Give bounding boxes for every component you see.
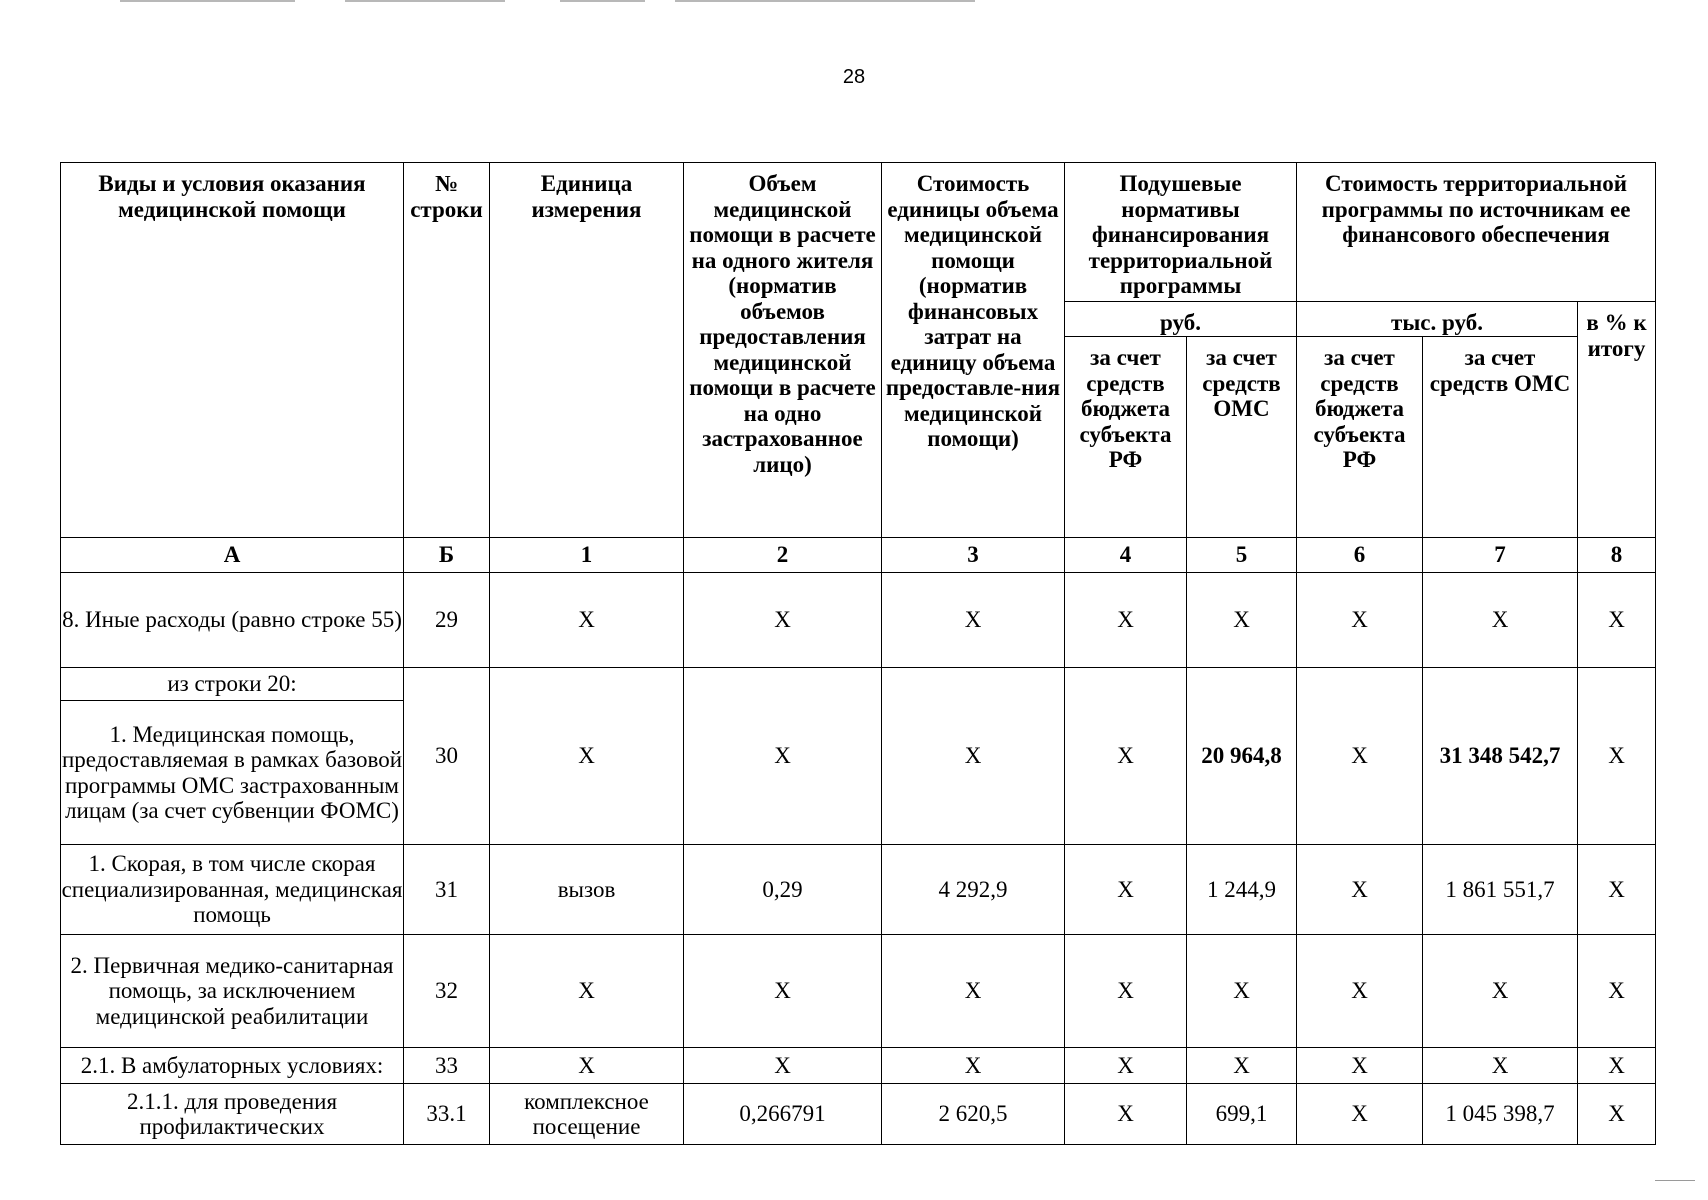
unit-cell: комплексное посещение [490, 1084, 684, 1145]
volume-cell: X [684, 573, 882, 668]
header-row [61, 163, 1656, 302]
header-budget-thousand: за счет средств бюджета субъекта РФ [1297, 337, 1423, 538]
unit-cell: X [490, 935, 684, 1048]
column-index: 3 [882, 538, 1065, 573]
row-label: 2.1.1. для проведения профилактических [61, 1084, 404, 1145]
cost-cell: X [882, 668, 1065, 845]
row-number: 29 [404, 573, 490, 668]
header-per-capita: Подушевые нормативы финансирования территориальной программы [1065, 163, 1297, 302]
top-edge-rule [120, 0, 295, 2]
oms-rub-cell: 1 244,9 [1187, 845, 1297, 935]
column-index: 8 [1578, 538, 1656, 573]
header-thousand-rub: тыс. руб. [1297, 302, 1578, 337]
cost-cell: X [882, 935, 1065, 1048]
budget-rub-cell: X [1065, 1084, 1187, 1145]
row-number: 31 [404, 845, 490, 935]
table-row [61, 1048, 1656, 1084]
table-row [61, 1084, 1656, 1145]
row-number: 33.1 [404, 1084, 490, 1145]
budget-rub-cell: X [1065, 935, 1187, 1048]
budget-rub-cell: X [1065, 845, 1187, 935]
percent-cell: X [1578, 1084, 1656, 1145]
column-index: Б [404, 538, 490, 573]
row-label: 2. Первичная медико-санитарная помощь, за исключением медицинской реабилитации [61, 935, 404, 1048]
financing-table [60, 162, 1656, 1145]
unit-cell: X [490, 573, 684, 668]
oms-thousand-cell: X [1423, 1048, 1578, 1084]
row-number: 33 [404, 1048, 490, 1084]
header-unit: Единица измерения [490, 163, 684, 538]
table-row [61, 573, 1656, 668]
budget-thousand-cell: X [1297, 845, 1423, 935]
row-number: 30 [404, 668, 490, 845]
percent-cell: X [1578, 935, 1656, 1048]
row-label: 2.1. В амбулаторных условиях: [61, 1048, 404, 1084]
unit-cell: X [490, 1048, 684, 1084]
volume-cell: 0,29 [684, 845, 882, 935]
page-number: 28 [842, 66, 866, 88]
top-edge-rule [345, 0, 505, 2]
top-edge-rule [675, 0, 975, 2]
percent-cell: X [1578, 573, 1656, 668]
row-label: из строки 20: [61, 668, 404, 701]
oms-thousand-cell: 1 861 551,7 [1423, 845, 1578, 935]
unit-cell: X [490, 668, 684, 845]
header-volume: Объем медицинской помощи в расчете на одного жителя (норматив объемов предоставления медицинской помощи в расчете на одно застрахованное лицо) [684, 163, 882, 538]
oms-thousand-cell: X [1423, 935, 1578, 1048]
budget-thousand-cell: X [1297, 935, 1423, 1048]
header-rub: руб. [1065, 302, 1297, 337]
table-row [61, 845, 1656, 935]
cost-cell: 4 292,9 [882, 845, 1065, 935]
budget-thousand-cell: X [1297, 1084, 1423, 1145]
top-edge-rule [560, 0, 645, 2]
budget-thousand-cell: X [1297, 573, 1423, 668]
column-index: 4 [1065, 538, 1187, 573]
header-oms-rub: за счет средств ОМС [1187, 337, 1297, 538]
header-row-number: № строки [404, 163, 490, 538]
cost-cell: X [882, 573, 1065, 668]
percent-cell: X [1578, 1048, 1656, 1084]
column-index: 6 [1297, 538, 1423, 573]
header-types: Виды и условия оказания медицинской помощи [61, 163, 404, 538]
budget-rub-cell: X [1065, 668, 1187, 845]
column-index: 2 [684, 538, 882, 573]
row-label: 8. Иные расходы (равно строке 55) [61, 573, 404, 668]
oms-rub-cell: 20 964,8 [1187, 668, 1297, 845]
oms-rub-cell: X [1187, 573, 1297, 668]
header-program-cost: Стоимость территориальной программы по источникам ее финансового обеспечения [1297, 163, 1656, 302]
volume-cell: X [684, 935, 882, 1048]
table-row [61, 668, 1656, 701]
percent-cell: X [1578, 668, 1656, 845]
volume-cell: X [684, 668, 882, 845]
column-index: 5 [1187, 538, 1297, 573]
budget-thousand-cell: X [1297, 1048, 1423, 1084]
volume-cell: X [684, 1048, 882, 1084]
row-label: 1. Скорая, в том числе скорая специализированная, медицинская помощь [61, 845, 404, 935]
budget-thousand-cell: X [1297, 668, 1423, 845]
cost-cell: X [882, 1048, 1065, 1084]
cost-cell: 2 620,5 [882, 1084, 1065, 1145]
oms-rub-cell: 699,1 [1187, 1084, 1297, 1145]
oms-rub-cell: X [1187, 935, 1297, 1048]
table-row [61, 935, 1656, 1048]
budget-rub-cell: X [1065, 1048, 1187, 1084]
row-number: 32 [404, 935, 490, 1048]
column-index: 1 [490, 538, 684, 573]
percent-cell: X [1578, 845, 1656, 935]
unit-cell: вызов [490, 845, 684, 935]
oms-thousand-cell: X [1423, 573, 1578, 668]
oms-rub-cell: X [1187, 1048, 1297, 1084]
header-percent: в % к итогу [1578, 302, 1656, 538]
header-budget-rub: за счет средств бюджета субъекта РФ [1065, 337, 1187, 538]
row-label: 1. Медицинская помощь, предоставляемая в рамках базовой программы ОМС застрахованным лицам (за счет субвенции ФОМС) [61, 701, 404, 845]
budget-rub-cell: X [1065, 573, 1187, 668]
oms-thousand-cell: 1 045 398,7 [1423, 1084, 1578, 1145]
column-index: А [61, 538, 404, 573]
column-index: 7 [1423, 538, 1578, 573]
header-cost: Стоимость единицы объема медицинской помощи (норматив финансовых затрат на единицу объема предоставле-ния медицинской помощи) [882, 163, 1065, 538]
volume-cell: 0,266791 [684, 1084, 882, 1145]
column-index-row [61, 538, 1656, 573]
oms-thousand-cell: 31 348 542,7 [1423, 668, 1578, 845]
header-oms-thousand: за счет средств ОМС [1423, 337, 1578, 538]
corner-rule [1655, 1180, 1695, 1181]
